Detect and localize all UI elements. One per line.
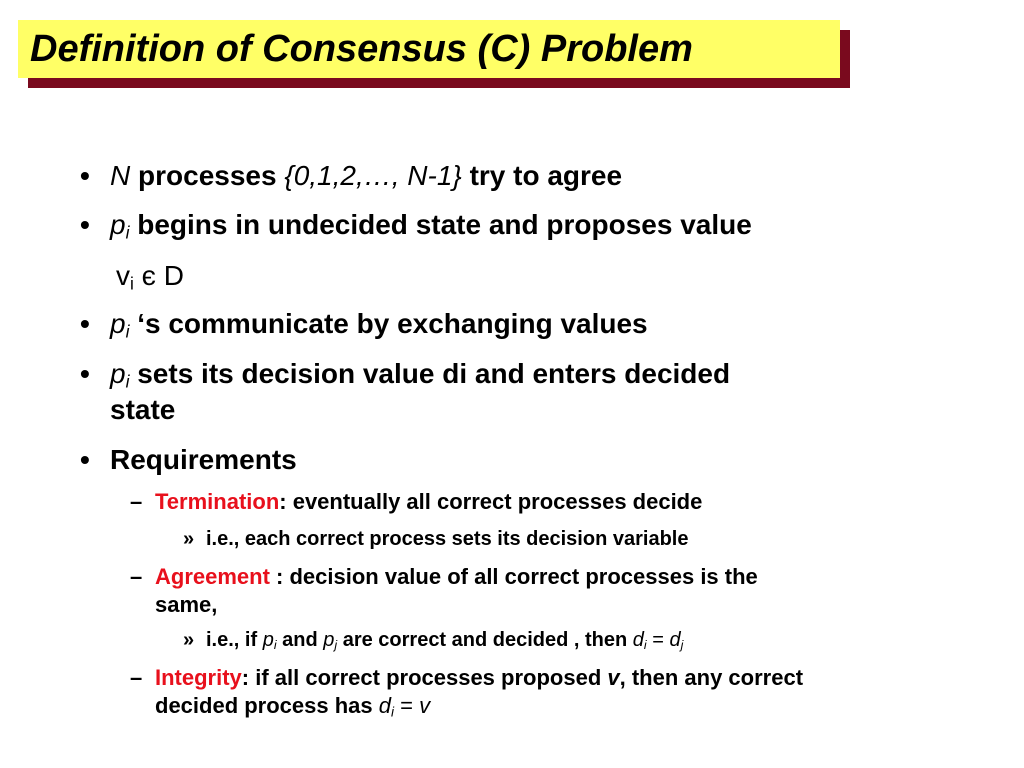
detail-pre: i.e., if	[206, 629, 263, 651]
var-p: p	[262, 629, 274, 651]
bullet-item-decision	[80, 358, 90, 390]
text-begins: begins in undecided state and proposes value	[137, 209, 752, 240]
domain-text: є D	[141, 260, 184, 291]
integrity-text-2: , then any correct	[619, 665, 804, 690]
text-processes: processes	[138, 160, 277, 191]
dash-marker-integrity: –	[130, 665, 143, 690]
agreement-text: : decision value of all correct processes is the	[269, 564, 758, 589]
text-decision: sets its decision value di and enters decided	[137, 358, 731, 389]
bullet-text-communicate	[110, 308, 648, 340]
sub-j: j	[334, 638, 338, 653]
requirement-termination	[155, 489, 702, 514]
slide-title: Definition of Consensus (C) Problem	[30, 28, 693, 70]
var-p: p	[110, 209, 126, 240]
bullet-marker: •	[80, 444, 90, 475]
equals: =	[394, 693, 420, 718]
value-domain-line	[116, 260, 184, 292]
raquo-marker: »	[183, 629, 195, 651]
integrity-text: : if all correct processes proposed	[241, 665, 608, 690]
text-communicate: ‘s communicate by exchanging values	[137, 308, 648, 339]
var-n: N	[110, 160, 131, 191]
termination-detail: i.e., each correct process sets its decision variable	[206, 528, 689, 550]
text-try-agree: try to agree	[469, 160, 623, 191]
sub-j: j	[680, 638, 684, 653]
bullet-marker: •	[80, 308, 90, 339]
sub-i: i	[273, 638, 277, 653]
bullet-text-begins	[110, 209, 752, 241]
dash-marker-termination: –	[130, 489, 143, 514]
detail-and: and	[276, 629, 324, 651]
bullet-marker: •	[80, 358, 90, 389]
detail-mid: are correct and decided , then	[337, 629, 633, 651]
bullet-text-decision	[110, 358, 730, 390]
var-d: d	[632, 629, 644, 651]
var-v: v	[607, 665, 620, 690]
var-p: p	[110, 308, 126, 339]
bullet-text-processes	[110, 160, 622, 192]
term-termination: Termination	[155, 489, 280, 514]
raquo-marker: »	[183, 528, 195, 550]
bullet-item-begins	[80, 209, 90, 241]
equals: =	[646, 629, 670, 651]
bullet-marker: •	[80, 209, 90, 240]
bullet-marker: •	[80, 160, 90, 191]
termination-text: : eventually all correct processes decide	[279, 489, 703, 514]
requirement-integrity	[155, 665, 803, 690]
bullet-text-decision-cont: state	[110, 394, 176, 425]
sub-i: i	[125, 321, 130, 342]
var-d: d	[669, 629, 681, 651]
dash-marker-agreement: –	[130, 564, 143, 589]
var-d: d	[378, 693, 392, 718]
term-integrity: Integrity	[155, 665, 242, 690]
integrity-text-cont	[155, 693, 430, 718]
agreement-text-cont: same,	[155, 592, 218, 617]
bullet-item-communicate	[80, 308, 90, 340]
bullet-text-requirements: Requirements	[110, 444, 297, 475]
var-p: p	[110, 358, 126, 389]
sub-i: i	[125, 371, 130, 392]
sub-i: i	[130, 273, 134, 294]
sub-i: i	[125, 222, 130, 243]
bullet-item-processes	[80, 160, 90, 192]
agreement-detail	[206, 629, 683, 652]
var-v: v	[116, 260, 130, 291]
title-box	[18, 20, 840, 78]
var-v: v	[419, 693, 431, 718]
requirement-agreement	[155, 564, 758, 589]
var-p: p	[323, 629, 335, 651]
cont-pre: decided process has	[155, 693, 379, 718]
term-agreement: Agreement	[155, 564, 270, 589]
sub-i: i	[643, 638, 647, 653]
process-set: {0,1,2,…, N-1}	[284, 160, 462, 191]
sub-i: i	[391, 704, 395, 720]
bullet-item-requirements	[80, 444, 90, 476]
